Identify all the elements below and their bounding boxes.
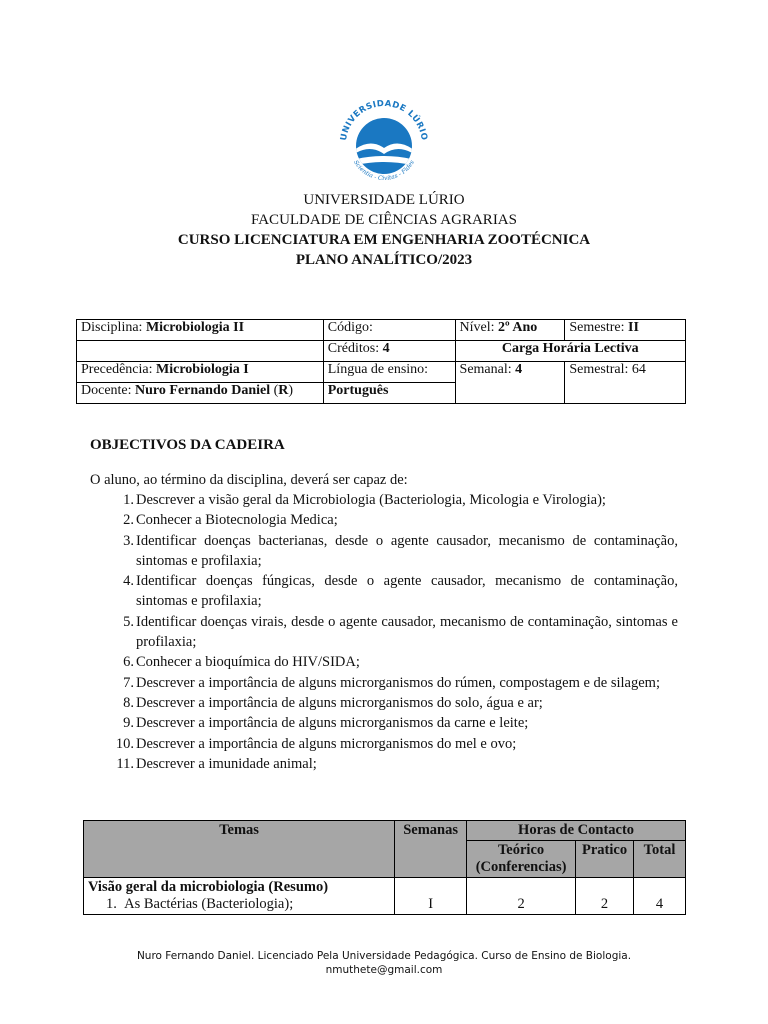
teorico-cell: 2 bbox=[467, 878, 576, 915]
col-teorico-header: Teórico (Conferencias) bbox=[467, 841, 576, 878]
university-name: UNIVERSIDADE LÚRIO bbox=[303, 192, 465, 208]
lingua-label-cell: Língua de ensino: bbox=[323, 362, 455, 383]
col-temas-header: Temas bbox=[84, 821, 395, 878]
plan-title: PLANO ANALÍTICO/2023 bbox=[295, 252, 473, 268]
footer-email: nmuthete@gmail.com bbox=[325, 964, 443, 976]
empty-cell bbox=[77, 341, 324, 362]
objective-item: 2. Conhecer a Biotecnologia Medica; bbox=[123, 512, 338, 529]
semanal-cell: Semanal: 4 bbox=[455, 362, 565, 404]
university-logo bbox=[330, 94, 438, 184]
carga-horaria-cell: Carga Horária Lectiva bbox=[455, 341, 685, 362]
col-total-header: Total bbox=[634, 841, 686, 878]
objectives-list bbox=[90, 490, 678, 774]
objective-item: 8. Descrever a importância de alguns microrganismos do solo, água e ar; bbox=[123, 694, 543, 711]
nivel-cell: Nível: 2º Ano bbox=[455, 320, 565, 341]
objectives-title: OBJECTIVOS DA CADEIRA bbox=[90, 437, 285, 453]
temas-table bbox=[83, 820, 686, 915]
col-horas-header: Horas de Contacto bbox=[467, 821, 686, 841]
objective-item: 6. Conhecer a bioquímica do HIV/SIDA; bbox=[123, 654, 360, 671]
objective-item: 7. Descrever a importância de alguns microrganismos do rúmen, compostagem e de silagem; bbox=[123, 674, 660, 691]
semestral-cell: Semestral: 64 bbox=[565, 362, 686, 404]
page-footer bbox=[0, 949, 768, 977]
objective-item: 3. Identificar doenças bacterianas, desde o agente causador, mecanismo de contaminação, sintomas e profilaxia; bbox=[123, 532, 678, 569]
course-info-table bbox=[76, 319, 686, 404]
total-cell: 4 bbox=[634, 878, 686, 915]
svg-text:UNIVERSIDADE LÚRIO: UNIVERSIDADE LÚRIO bbox=[339, 98, 429, 142]
table-row bbox=[84, 878, 686, 915]
lingua-value-cell: Português bbox=[323, 383, 455, 404]
pratico-cell: 2 bbox=[576, 878, 634, 915]
creditos-cell: Créditos: 4 bbox=[323, 341, 455, 362]
objective-item: 4. Identificar doenças fúngicas, desde o agente causador, mecanismo de contaminação, sintomas e profilaxia; bbox=[123, 573, 678, 610]
semestre-cell: Semestre: II bbox=[565, 320, 686, 341]
col-semanas-header: Semanas bbox=[395, 821, 467, 878]
objective-item: 5. Identificar doenças virais, desde o agente causador, mecanismo de contaminação, sintomas e profilaxia; bbox=[123, 613, 678, 651]
col-pratico-header: Pratico bbox=[576, 841, 634, 878]
objective-item: 10. Descrever a importância de alguns microrganismos do mel e ovo; bbox=[115, 735, 517, 752]
objective-item: 1. Descrever a visão geral da Microbiologia (Bacteriologia, Micologia e Virologia); bbox=[123, 492, 606, 508]
objective-item: 11. Descrever a imunidade animal; bbox=[116, 755, 317, 772]
footer-author: Nuro Fernando Daniel. Licenciado Pela Universidade Pedagógica. Curso de Ensino de Biologia. bbox=[136, 950, 632, 962]
objective-item: 9. Descrever a importância de alguns microrganismos da carne e leite; bbox=[123, 715, 529, 732]
semana-cell: I bbox=[395, 878, 467, 915]
docente-cell: Docente: Nuro Fernando Daniel (R) bbox=[77, 383, 324, 404]
codigo-cell: Código: bbox=[323, 320, 455, 341]
disciplina-cell: Disciplina: Microbiologia II bbox=[77, 320, 324, 341]
document-header bbox=[0, 190, 768, 270]
svg-text:Scientia - Civitas - Fides: Scientia - Civitas - Fides bbox=[352, 159, 416, 183]
faculty-name: FACULDADE DE CIÊNCIAS AGRARIAS bbox=[251, 212, 517, 228]
precedencia-cell: Precedência: Microbiologia I bbox=[77, 362, 324, 383]
section-cell: Visão geral da microbiologia (Resumo) 1. As Bactérias (Bacteriologia); bbox=[84, 878, 395, 915]
objectives-intro: O aluno, ao término da disciplina, deverá ser capaz de: bbox=[90, 472, 408, 488]
course-name: CURSO LICENCIATURA EM ENGENHARIA ZOOTÉCNICA bbox=[177, 232, 591, 248]
